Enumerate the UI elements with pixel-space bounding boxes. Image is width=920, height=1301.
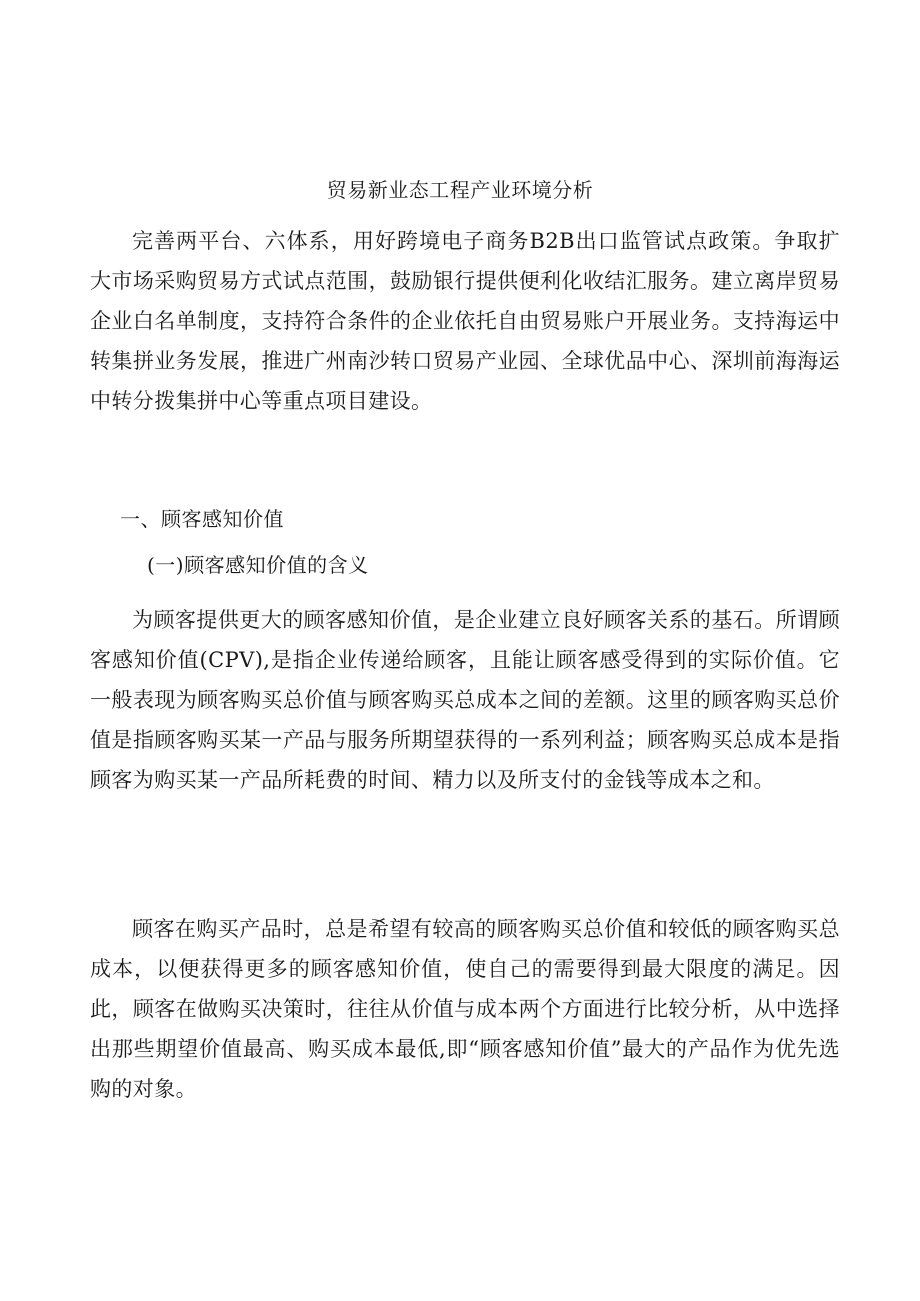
body-paragraph-3: 顾客在购买产品时，总是希望有较高的顾客购买总价值和较低的顾客购买总成本，以便获得更多的顾客感知价值，使自己的需要得到最大限度的满足。因此，顾客在做购买决策时，往往从价值与成本两个方面进行比较分析，从中选择出那些期望价值最高、购买成本最低,即“顾客感知价值”最大的产品作为优先选购的对象。 xyxy=(90,917,840,1101)
body-paragraph-2: 为顾客提供更大的顾客感知价值，是企业建立良好顾客关系的基石。所谓顾客感知价值(CPV),是指企业传递给顾客，且能让顾客感受得到的实际价值。它一般表现为顾客购买总价值与顾客购买总成本之间的差额。这里的顾客购买总价值是指顾客购买某一产品与服务所期望获得的一系列利益；顾客购买总成本是指顾客为购买某一产品所耗费的时间、精力以及所支付的金钱等成本之和。 xyxy=(90,608,840,792)
intro-paragraph: 完善两平台、六体系，用好跨境电子商务B2B出口监管试点政策。争取扩大市场采购贸易方式试点范围，鼓励银行提供便利化收结汇服务。建立离岸贸易企业白名单制度，支持符合条件的企业依托自由贸易账户开展业务。支持海运中转集拼业务发展，推进广州南沙转口贸易产业园、全球优品中心、深圳前海海运中转分拨集拼中心等重点项目建设。 xyxy=(90,229,840,413)
document-title: 贸易新业态工程产业环境分析 xyxy=(326,178,594,202)
subsection-heading: (一)顾客感知价值的含义 xyxy=(147,553,369,577)
section-heading: 一、顾客感知价值 xyxy=(120,507,284,531)
